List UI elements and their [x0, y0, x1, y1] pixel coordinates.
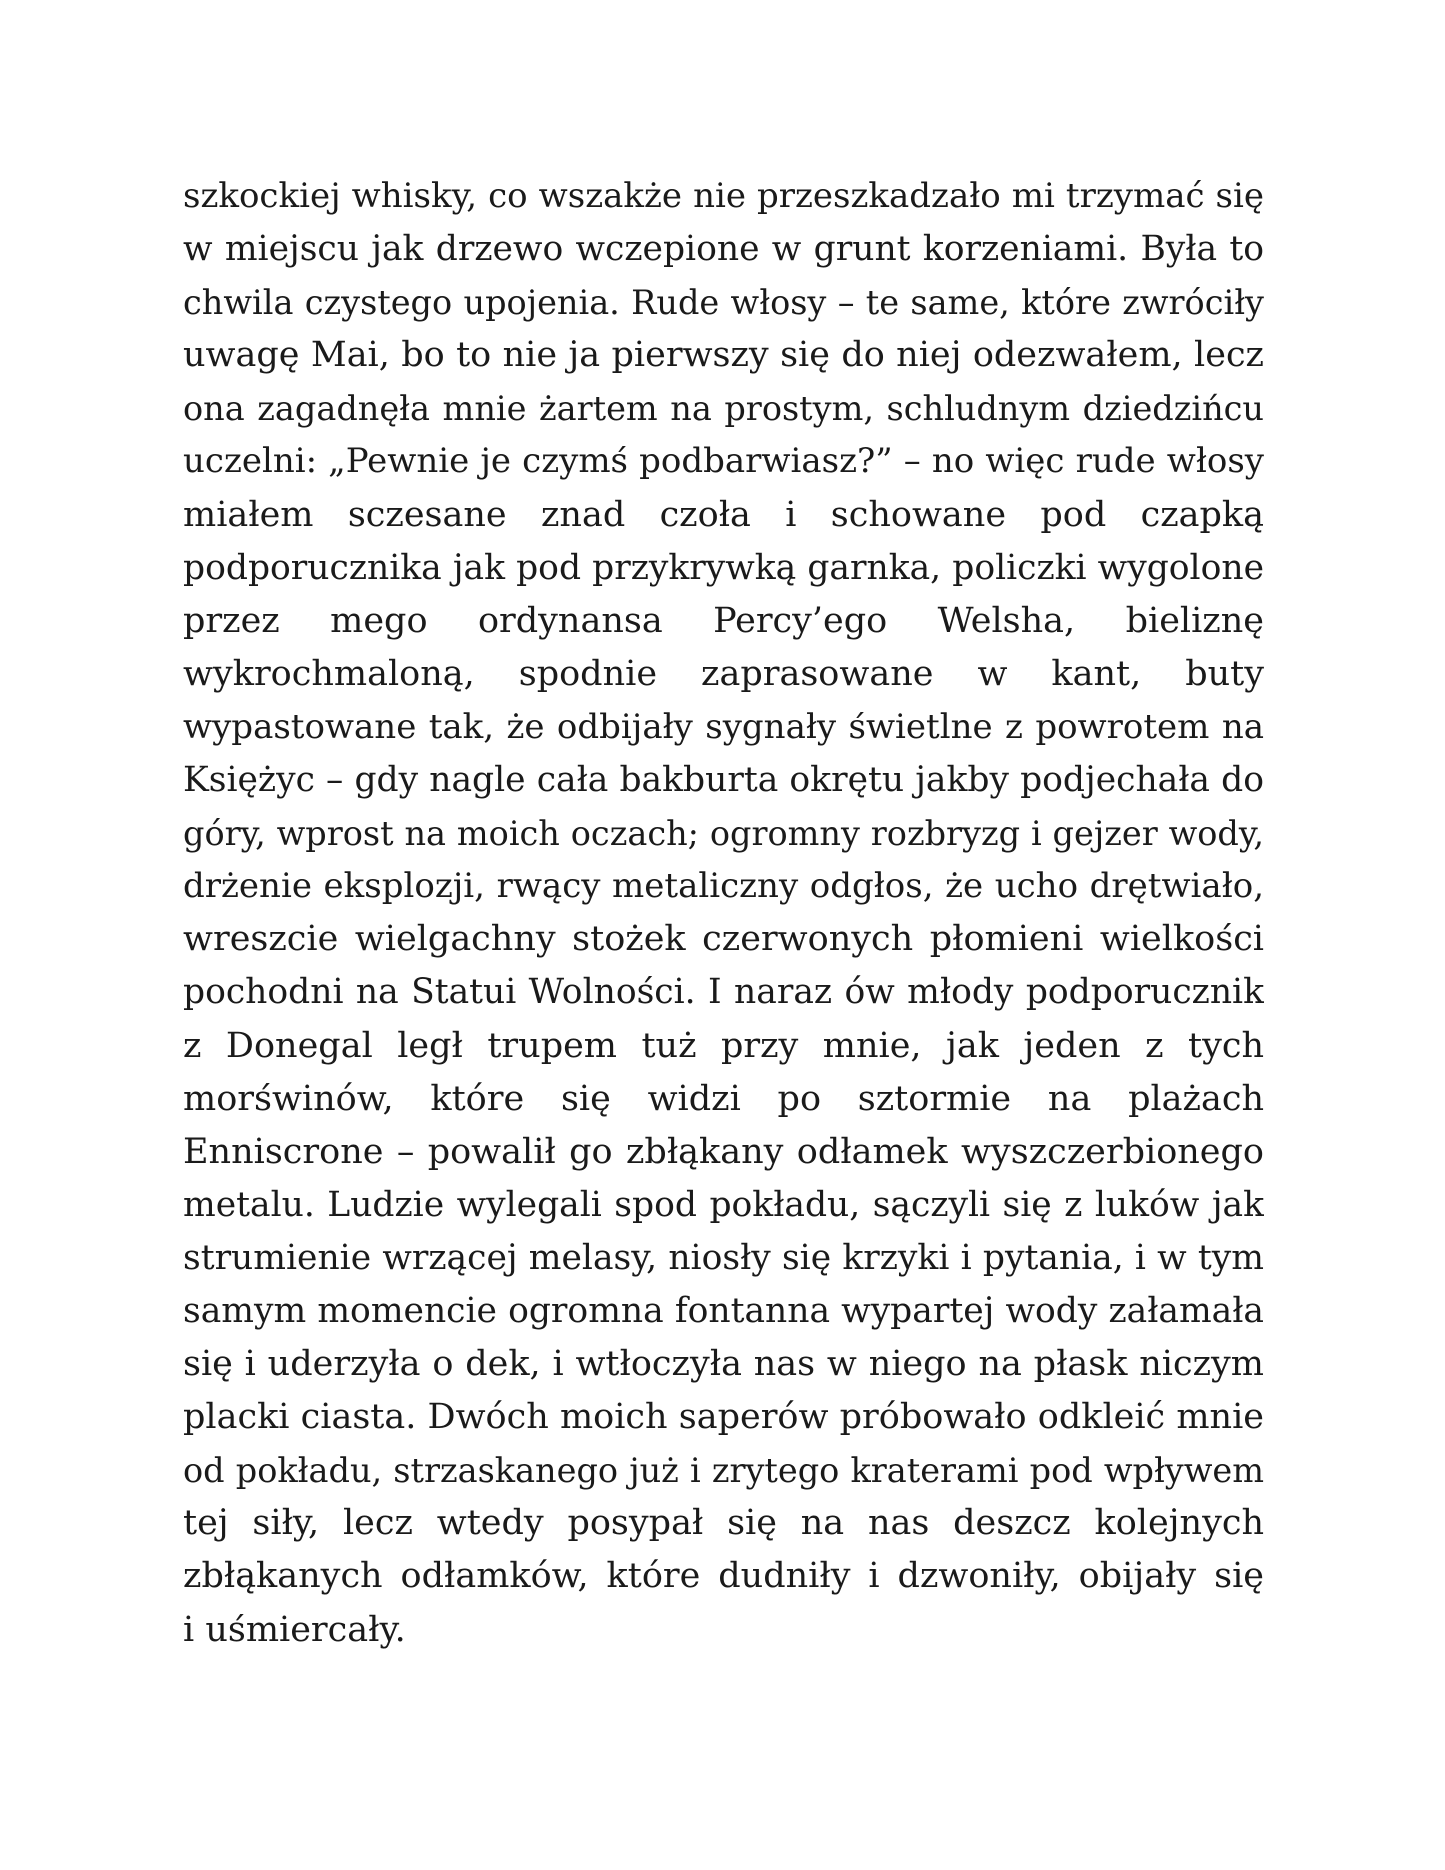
text-line: wypastowane tak, że odbijały sygnały świetlne z powrotem na: [183, 706, 1264, 747]
text-line: szkockiej whisky, co wszakże nie przeszkadzało mi trzymać się: [183, 176, 1264, 216]
text-line: Enniscrone – powalił go zbłąkany odłamek wyszczerbionego: [183, 1131, 1264, 1172]
text-line: uczelni: „Pewnie je czymś podbarwiasz?” – no więc rude włosy: [183, 441, 1264, 482]
text-line: zbłąkanych odłamków, które dudniły i dzwoniły, obijały się: [183, 1556, 1264, 1597]
text-line: samym momencie ogromna fontanna wypartej wody załamała: [183, 1290, 1264, 1331]
text-line: tej siły, lecz wtedy posypał się na nas deszcz kolejnych: [183, 1503, 1264, 1544]
text-line: morświnów, które się widzi po sztormie na plażach: [183, 1078, 1264, 1119]
text-line: Księżyc – gdy nagle cała bakburta okrętu jakby podjechała do: [183, 760, 1264, 801]
text-line: góry, wprost na moich oczach; ogromny rozbryzg i gejzer wody,: [183, 814, 1264, 854]
text-line: od pokładu, strzaskanego już i zrytego kraterami pod wpływem: [183, 1451, 1264, 1491]
text-line: podporucznika jak pod przykrywką garnka, policzki wygolone: [183, 547, 1264, 588]
text-line: się i uderzyła o dek, i wtłoczyła nas w niego na płask niczym: [183, 1344, 1264, 1385]
text-line: strumienie wrzącej melasy, niosły się krzyki i pytania, i w tym: [183, 1237, 1264, 1278]
text-line: w miejscu jak drzewo wczepione w grunt korzeniami. Była to: [183, 229, 1264, 270]
text-line: przez mego ordynansa Percy’ego Welsha, bieliznę: [183, 600, 1264, 641]
text-line: placki ciasta. Dwóch moich saperów próbowało odkleić mnie: [183, 1397, 1264, 1438]
text-line: miałem sczesane znad czoła i schowane pod czapką: [183, 494, 1264, 535]
text-line: wreszcie wielgachny stożek czerwonych płomieni wielkości: [183, 919, 1264, 960]
text-line: ona zagadnęła mnie żartem na prostym, schludnym dziedzińcu: [183, 389, 1264, 429]
text-line: z Donegal legł trupem tuż przy mnie, jak jeden z tych: [183, 1025, 1264, 1066]
text-line: wykrochmaloną, spodnie zaprasowane w kant, buty: [183, 653, 1264, 694]
text-line: i uśmiercały.: [183, 1609, 406, 1650]
text-line: uwagę Mai, bo to nie ja pierwszy się do niej odezwałem, lecz: [183, 335, 1264, 376]
text-line: pochodni na Statui Wolności. I naraz ów młody podporucznik: [183, 972, 1264, 1013]
text-line: metalu. Ludzie wylegali spod pokładu, sączyli się z luków jak: [183, 1184, 1264, 1225]
text-line: chwila czystego upojenia. Rude włosy – te same, które zwróciły: [183, 283, 1264, 323]
text-line: drżenie eksplozji, rwący metaliczny odgłos, że ucho drętwiało,: [183, 866, 1264, 907]
body-text: [183, 170, 1264, 1657]
